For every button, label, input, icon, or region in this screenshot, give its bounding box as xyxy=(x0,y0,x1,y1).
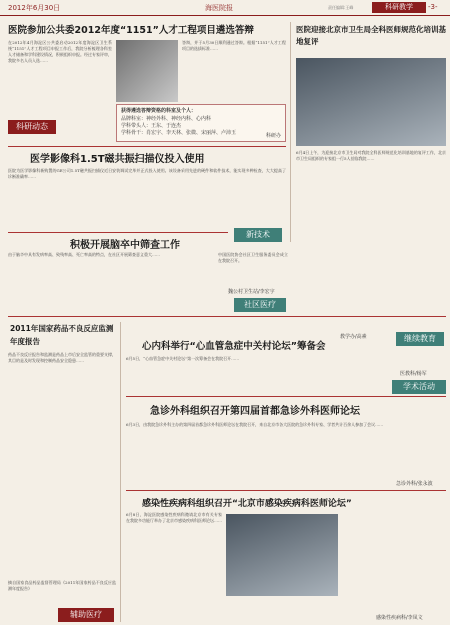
article-author: 感染性疾病科/李凤文 xyxy=(376,615,423,621)
article-body: 在2012年4月海淀区公共委启动2012年度海淀区卫生系统“1151”人才工程项目申报工作后，我院分析梳理各科室人才储备和学科建设情况，积极组织申报。经过专家评审，我院多名人员入选…… xyxy=(8,40,112,63)
section-tag: 科研动态 xyxy=(8,120,56,134)
candidate-box xyxy=(116,104,286,142)
article-photo xyxy=(296,58,446,146)
separator xyxy=(8,232,228,233)
section-tag: 新技术 xyxy=(234,228,282,242)
article-body-side: 答辩，并于5月30日顺利通过答辩。根据“1151”人才工程项目的选拔标准…… xyxy=(182,40,286,51)
box-dept: 科研办 xyxy=(265,133,281,139)
article-title: 医学影像科1.5T磁共振扫描仪投入使用 xyxy=(30,154,205,165)
article-body-side xyxy=(342,512,446,612)
separator xyxy=(126,396,446,397)
article-note: 中国医院协会社区卫生服务委员会成立在我院召开。 xyxy=(218,252,288,263)
article-body: 由于脑卒中具有发病率高、致残率高、死亡率高的特点，在社区开展筛查意义重大…… xyxy=(8,252,160,257)
article-body: 6月3日，由我院急诊外科主办的第四届首都急诊外科医师论坛在我院召开，来自北京市各大医院的急诊外科专家、学者共计百余人参加了会议…… xyxy=(126,422,384,427)
article-photo xyxy=(226,514,338,596)
section-tag: 社区医疗 xyxy=(234,298,286,312)
article-title: 急诊外科组织召开第四届首都急诊外科医师论坛 xyxy=(150,406,360,417)
article-title: 医院迎接北京市卫生局全科医师规范化培训基地复评 xyxy=(296,25,446,46)
article-title: 感染性疾病科组织召开“北京市感染疾病科医师论坛” xyxy=(142,499,352,509)
editor-credit: 责任编辑:王峰 xyxy=(328,5,354,10)
article-author: 教学办/高素 xyxy=(340,334,367,340)
separator xyxy=(126,490,446,491)
separator xyxy=(8,146,286,147)
article-body: 药品不良反应报告和监测是药品上市后安全监管的重要支撑，其目的是及时发现和控制药品安全隐患…… xyxy=(8,352,116,363)
article-title: 2011年国家药品不良反应监测年度报告 xyxy=(10,324,114,346)
column-divider xyxy=(290,22,291,242)
box-line: 学科带头人：王东、于连杰 xyxy=(121,123,182,129)
paper-name: 海医院报 xyxy=(205,4,233,12)
box-title: 获得遴选答辩资格的科室及个人： xyxy=(121,108,197,114)
section-tag: 继续教育 xyxy=(396,332,444,346)
article-footer: 摘自国家食品药品监督管理局《2011年国家药品不良反应监测年度报告》 xyxy=(8,580,116,591)
article-body: 医院为医学影像科新购置的GE公司1.5T磁共振扫描仪近日安装调试完毕并正式投入使用。该设备采用先进的硬件和软件技术，能实现多种检查，大大提高了诊断准确率…… xyxy=(8,168,286,179)
article-author: 急诊外科/张永波 xyxy=(396,481,433,487)
box-line: 学科骨干：肖宏宇、李天林、张微、宋丽萍、卢沛玉 xyxy=(121,130,237,136)
article-title: 积极开展脑卒中筛查工作 xyxy=(70,240,180,251)
page-header xyxy=(0,0,450,16)
section-tag: 辅助医疗 xyxy=(58,608,114,622)
article-author: 医教科/杨军 xyxy=(400,371,427,377)
column-divider xyxy=(120,322,121,622)
article-body: 6月5日，“心血管急症中关村论坛”第一次筹备会在我院召开…… xyxy=(126,356,240,361)
issue-date: 2012年6月30日 xyxy=(8,4,61,12)
article-body: 6月8日，海淀医院感染性疾病科邀请北京市有关专家在我院多功能厅举办了北京市感染疾病科医师论坛…… xyxy=(126,512,222,523)
article-title: 医院参加公共委2012年度“1151”人才工程项目遴选答辩 xyxy=(8,25,254,36)
article-photo xyxy=(116,40,178,102)
section-badge: 科研教学 xyxy=(372,2,426,13)
article-body: 6月4日上午，为迎接北京市卫生局对我院全科医师规范化培训基地的复评工作，北京市卫生局组织的专家组一行5人莅临我院…… xyxy=(296,150,446,161)
section-tag: 学术活动 xyxy=(392,380,446,394)
box-line: 品牌科室：神经外科、神经内科、心内科 xyxy=(121,116,212,122)
article-title: 心内科举行“心血管急症中关村论坛”筹备会 xyxy=(142,341,326,352)
separator xyxy=(8,316,446,317)
article-author: 魏公村卫生站/李宏宇 xyxy=(228,289,275,295)
page-number: -3- xyxy=(428,3,438,11)
